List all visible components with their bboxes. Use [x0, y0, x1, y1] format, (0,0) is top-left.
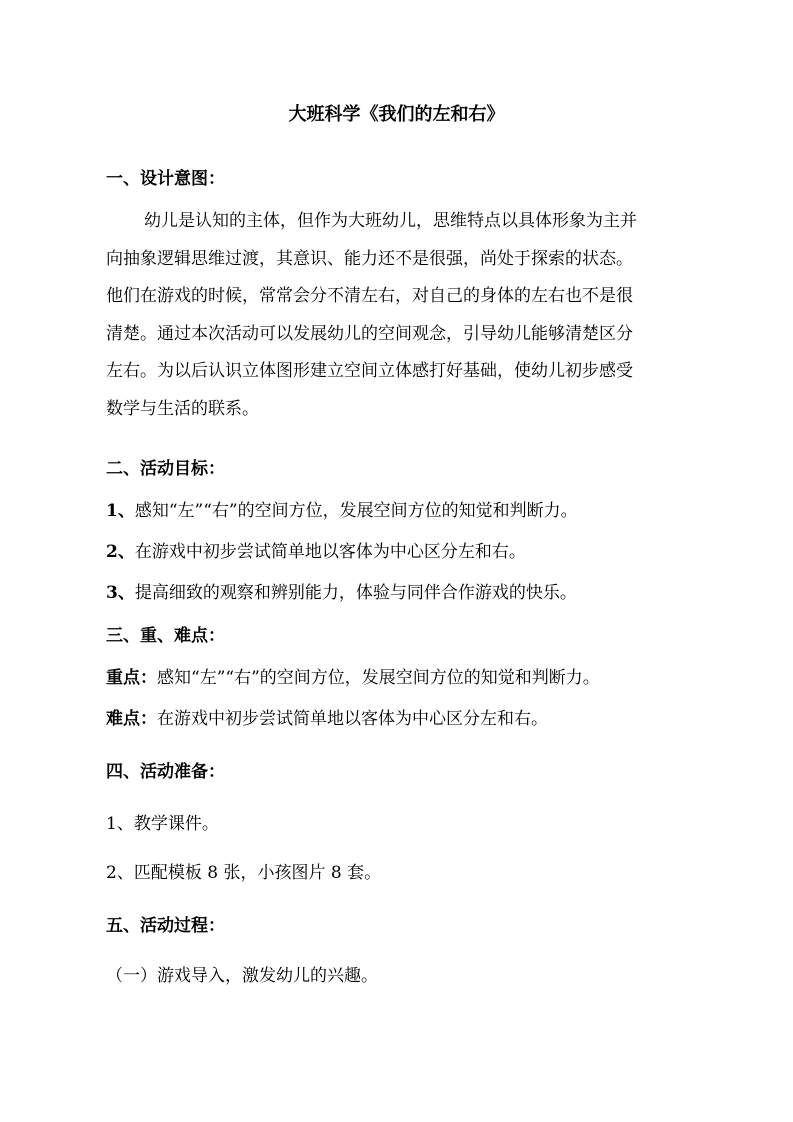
goal-text: 感知“左”“右”的空间方位，发展空间方位的知觉和判断力。	[134, 501, 578, 521]
paragraph-line: 清楚。通过本次活动可以发展幼儿的空间观念，引导幼儿能够清楚区分	[106, 323, 633, 344]
preparation-number: 1、	[106, 814, 134, 834]
key-point-label: 重点：	[106, 668, 157, 688]
design-intent-paragraph	[106, 203, 666, 428]
section-heading-goals: 二、活动目标：	[106, 459, 225, 479]
paragraph-line: 幼儿是认知的主体，但作为大班幼儿，思维特点以具体形象为主并	[144, 211, 637, 231]
difficult-point-text: 在游戏中初步尝试简单地以客体为中心区分左和右。	[157, 709, 548, 729]
goal-number: 1、	[106, 501, 135, 521]
goal-text: 在游戏中初步尝试简单地以客体为中心区分左和右。	[134, 542, 526, 562]
goal-number: 2、	[106, 542, 135, 562]
goal-item	[106, 499, 578, 523]
section-heading-preparation: 四、活动准备：	[106, 762, 225, 782]
goal-number: 3、	[106, 583, 135, 603]
preparation-text: 匹配模板 8 张，小孩图片 8 套。	[133, 863, 382, 883]
paragraph-line: 向抽象逻辑思维过渡，其意识、能力还不是很强，尚处于探索的状态。	[106, 248, 633, 269]
preparation-item	[106, 861, 381, 885]
paragraph-line: 左右。为以后认识立体图形建立空间立体感打好基础，使幼儿初步感受	[106, 361, 633, 381]
difficult-point-label: 难点：	[106, 709, 157, 729]
preparation-item	[106, 812, 219, 836]
preparation-text: 教学课件。	[133, 814, 219, 834]
preparation-number: 2、	[106, 863, 134, 883]
goal-item	[106, 540, 526, 564]
process-subsection: （一）游戏导入，激发幼儿的兴趣。	[106, 966, 378, 986]
document-title: 大班科学《我们的左和右》	[288, 104, 505, 125]
section-heading-key-points: 三、重、难点：	[106, 626, 225, 646]
key-point-item	[106, 666, 600, 690]
difficult-point-item	[106, 707, 548, 731]
section-heading-design-intent: 一、设计意图：	[106, 169, 225, 189]
key-point-text: 感知“左”“右”的空间方位，发展空间方位的知觉和判断力。	[157, 668, 600, 688]
goal-item	[106, 581, 577, 605]
paragraph-line: 他们在游戏的时候，常常会分不清左右，对自己的身体的左右也不是很	[106, 286, 633, 306]
section-heading-process: 五、活动过程：	[106, 916, 225, 936]
paragraph-line: 数学与生活的联系。	[106, 398, 259, 419]
goal-text: 提高细致的观察和辨别能力，体验与同伴合作游戏的快乐。	[134, 583, 577, 603]
